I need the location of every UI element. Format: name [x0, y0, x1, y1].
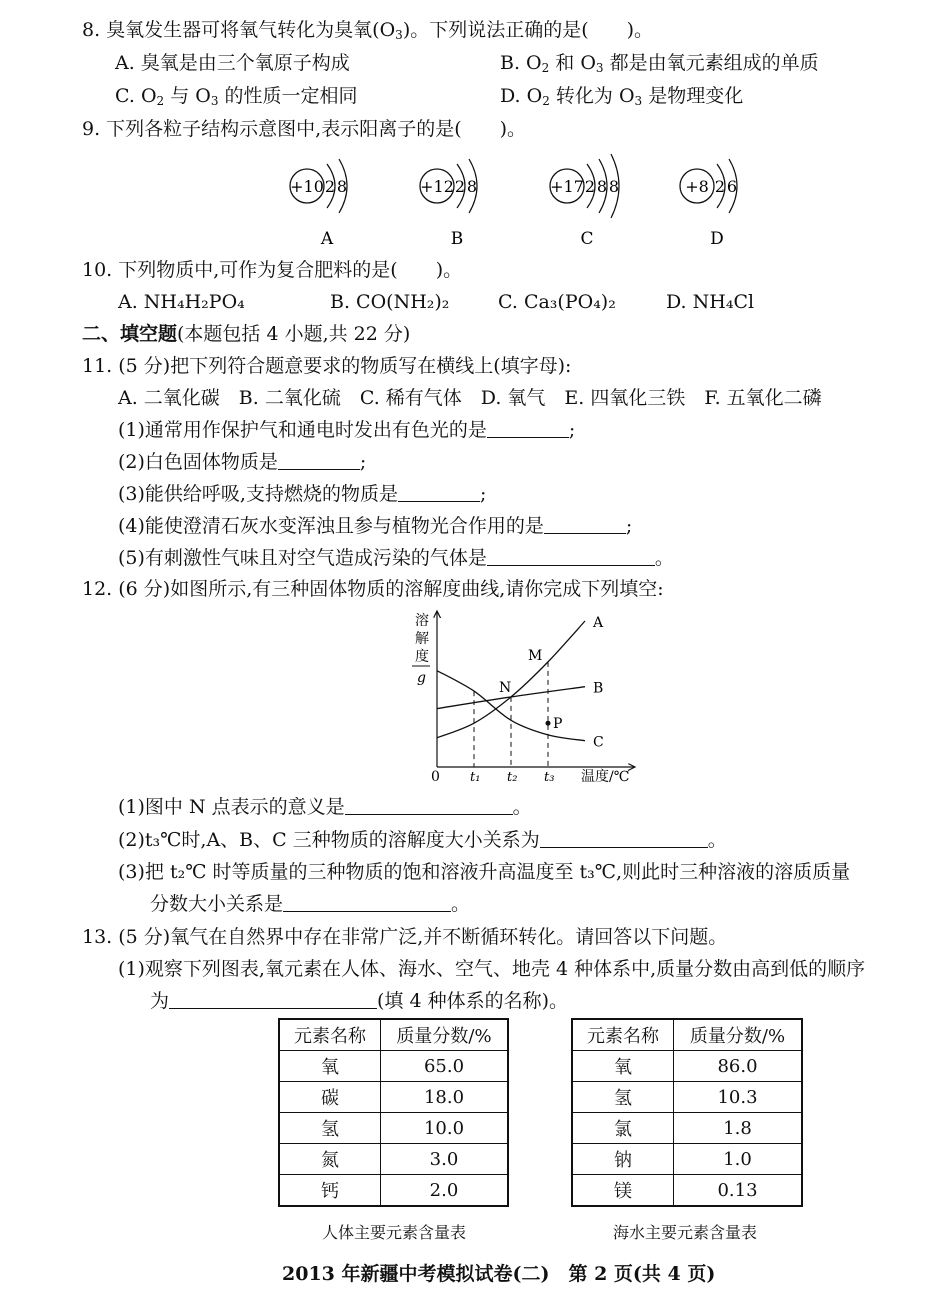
table-cell: 氢 — [279, 1113, 381, 1144]
table-row — [572, 1051, 802, 1082]
x-tick-label: t₃ — [544, 770, 555, 785]
table-row — [279, 1144, 508, 1175]
table-row — [279, 1051, 508, 1082]
table-cell: 86.0 — [674, 1051, 803, 1082]
table-row — [572, 1144, 802, 1175]
answer-blank[interactable] — [540, 829, 708, 848]
nucleus-charge: +12 — [420, 177, 454, 196]
q11-item-5: (5)有刺激性气味且对空气造成污染的气体是 。 — [118, 547, 674, 569]
q11-item-1: (1)通常用作保护气和通电时发出有色光的是 ; — [118, 419, 576, 441]
particle-label: B — [450, 229, 464, 249]
point-P-marker — [546, 721, 551, 726]
x-tick-label: t₁ — [470, 770, 481, 785]
q8-option-d: D. $O_2$ 转化为 $O_3$ 是物理变化 — [500, 85, 744, 108]
q11-item-3: (3)能供给呼吸,支持燃烧的物质是 ; — [118, 483, 487, 505]
q8-option-c: C. $O_2$ 与 $O_3$ 的性质一定相同 — [115, 85, 358, 108]
table-cell: 10.0 — [381, 1113, 509, 1144]
table-row — [279, 1082, 508, 1113]
table-row — [572, 1082, 802, 1113]
point-label-N: N — [499, 679, 512, 696]
body-table-caption: 人体主要元素含量表 — [322, 1223, 467, 1242]
particle-A — [290, 159, 347, 249]
seawater-element-table — [571, 1018, 803, 1207]
answer-blank[interactable] — [278, 451, 360, 470]
electron-count: 8 — [596, 177, 608, 196]
table-header: 质量分数/% — [381, 1019, 509, 1051]
nucleus-charge: +10 — [290, 177, 324, 196]
table-cell: 钠 — [572, 1144, 674, 1175]
q11-item-4: (4)能使澄清石灰水变浑浊且参与植物光合作用的是 ; — [118, 515, 633, 537]
q10-option-b: B. CO(NH₂)₂ — [330, 291, 450, 313]
particle-label: A — [320, 229, 334, 249]
particle-label: C — [580, 229, 594, 249]
q10-stem: 10. 下列物质中,可作为复合肥料的是( )。 — [82, 259, 463, 281]
table-cell: 氯 — [572, 1113, 674, 1144]
table-cell: 3.0 — [381, 1144, 509, 1175]
table-header: 元素名称 — [279, 1019, 381, 1051]
answer-blank[interactable] — [283, 893, 451, 912]
q11-item-2: (2)白色固体物质是 ; — [118, 451, 367, 473]
y-label-3: 度 — [415, 649, 429, 665]
page-footer: 2013 年新疆中考模拟试卷(二) 第 2 页(共 4 页) — [282, 1263, 716, 1285]
electron-count: 2 — [324, 177, 336, 196]
q12-item-3-cont: 分数大小关系是 。 — [150, 893, 471, 915]
curve-label: B — [593, 680, 604, 697]
q10-option-c: C. Ca₃(PO₄)₂ — [498, 291, 616, 313]
origin-label: 0 — [431, 769, 440, 785]
table-header: 质量分数/% — [674, 1019, 803, 1051]
table-cell: 1.8 — [674, 1113, 803, 1144]
table-header: 元素名称 — [572, 1019, 674, 1051]
q12-item-1: (1)图中 N 点表示的意义是 。 — [118, 796, 532, 818]
q8-option-a: A. 臭氧是由三个氧原子构成 — [115, 52, 350, 74]
nucleus-charge: +17 — [550, 177, 584, 196]
table-cell: 65.0 — [381, 1051, 509, 1082]
x-tick-label: t₂ — [507, 770, 518, 785]
y-label-unit: g — [417, 670, 426, 686]
q8-stem: 8. 臭氧发生器可将氧气转化为臭氧$(O_3)$。下列说法正确的是( )。 — [82, 19, 654, 42]
section-heading: 二、填空题 — [82, 323, 178, 345]
electron-count: 6 — [726, 177, 738, 196]
table-cell: 1.0 — [674, 1144, 803, 1175]
sea-table-caption: 海水主要元素含量表 — [613, 1223, 758, 1242]
point-label-M: M — [528, 647, 543, 664]
q10-option-a: A. NH₄H₂PO₄ — [118, 291, 245, 313]
x-axis-label: 温度/℃ — [581, 769, 630, 785]
table-cell: 钙 — [279, 1175, 381, 1207]
table-cell: 18.0 — [381, 1082, 509, 1113]
answer-blank[interactable] — [345, 796, 513, 815]
table-row — [279, 1113, 508, 1144]
section-title — [82, 322, 410, 346]
table-cell: 氮 — [279, 1144, 381, 1175]
electron-count: 8 — [466, 177, 478, 196]
answer-blank[interactable] — [544, 515, 626, 534]
nucleus-charge: +8 — [685, 177, 709, 196]
table-row — [279, 1175, 508, 1207]
table-row — [572, 1175, 802, 1207]
answer-blank[interactable] — [487, 419, 569, 438]
y-label-1: 溶 — [415, 613, 429, 629]
electron-count: 8 — [336, 177, 348, 196]
q11-choices: A. 二氧化碳 B. 二氧化硫 C. 稀有气体 D. 氧气 E. 四氧化三铁 F. 五氧化二磷 — [118, 387, 822, 409]
section-note: (本题包括 4 小题,共 22 分) — [177, 323, 411, 345]
solubility-chart — [405, 603, 645, 788]
y-label-2: 解 — [415, 631, 429, 647]
q12-item-2: (2)t₃℃时,A、B、C 三种物质的溶解度大小关系为 。 — [118, 829, 727, 851]
q13-item-1-cont: 为 (填 4 种体系的名称)。 — [150, 990, 569, 1012]
q11-stem: 11. (5 分)把下列符合题意要求的物质写在横线上(填字母): — [82, 355, 572, 377]
table-cell: 氧 — [572, 1051, 674, 1082]
answer-blank[interactable] — [398, 483, 480, 502]
table-row — [572, 1113, 802, 1144]
q13-stem: 13. (5 分)氧气在自然界中存在非常广泛,并不断循环转化。请回答以下问题。 — [82, 926, 728, 948]
q9-particle-diagrams — [270, 145, 770, 255]
q8-option-b: B. $O_2$ 和 $O_3$ 都是由氧元素组成的单质 — [500, 52, 819, 75]
table-cell: 10.3 — [674, 1082, 803, 1113]
electron-count: 2 — [714, 177, 726, 196]
body-element-table — [278, 1018, 509, 1207]
electron-count: 2 — [584, 177, 596, 196]
q9-stem: 9. 下列各粒子结构示意图中,表示阳离子的是( )。 — [82, 118, 527, 140]
curve-label: C — [593, 734, 604, 751]
table-cell: 氧 — [279, 1051, 381, 1082]
answer-blank[interactable] — [169, 990, 377, 1009]
electron-count: 8 — [608, 177, 620, 196]
table-cell: 0.13 — [674, 1175, 803, 1207]
answer-blank[interactable] — [487, 547, 655, 566]
particle-B — [420, 159, 477, 249]
table-cell: 碳 — [279, 1082, 381, 1113]
particle-C — [550, 154, 619, 249]
table-cell: 镁 — [572, 1175, 674, 1207]
q12-item-3: (3)把 t₂℃ 时等质量的三种物质的饱和溶液升高温度至 t₃℃,则此时三种溶液的溶质质量 — [118, 861, 851, 883]
q12-stem: 12. (6 分)如图所示,有三种固体物质的溶解度曲线,请你完成下列填空: — [82, 578, 664, 600]
table-cell: 2.0 — [381, 1175, 509, 1207]
particle-label: D — [710, 229, 724, 249]
table-cell: 氢 — [572, 1082, 674, 1113]
particle-D — [680, 159, 737, 249]
electron-count: 2 — [454, 177, 466, 196]
curve-label: A — [593, 615, 604, 631]
q13-item-1: (1)观察下列图表,氧元素在人体、海水、空气、地壳 4 种体系中,质量分数由高到低的顺序 — [118, 958, 866, 980]
q10-option-d: D. NH₄Cl — [666, 291, 755, 313]
point-label-P: P — [553, 716, 563, 733]
